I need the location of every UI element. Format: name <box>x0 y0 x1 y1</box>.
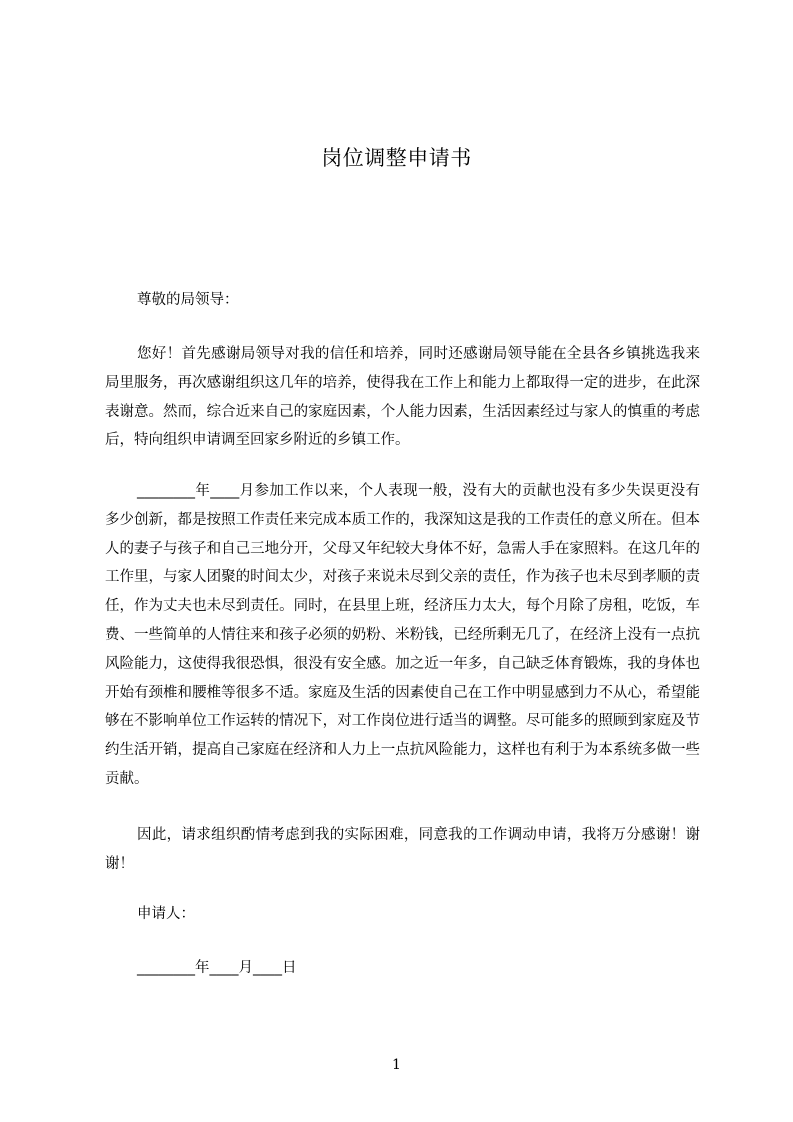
body-paragraph-2: ________年____月参加工作以来，个人表现一般，没有大的贡献也没有多少失误更没有多少创新，都是按照工作责任来完成本质工作的，我深知这是我的工作责任的意义所在。但本人的妻子与孩子和自己三地分开，父母又年纪较大身体不好，急需人手在家照料。在这几年的工作里，与家人团聚的时间太少，对孩子来说未尽到父亲的责任，作为孩子也未尽到孝顺的责任，作为丈夫也未尽到责任。同时，在县里上班，经济压力太大，每个月除了房租，吃饭，车费、一些简单的人情往来和孩子必须的奶粉、米粉钱，已经所剩无几了，在经济上没有一点抗风险能力，这使得我很恐惧，很没有安全感。加之近一年多，自己缺乏体育锻炼，我的身体也开始有颈椎和腰椎等很多不适。家庭及生活的因素使自己在工作中明显感到力不从心，希望能够在不影响单位工作运转的情况下，对工作岗位进行适当的调整。尽可能多的照顾到家庭及节约生活开销，提高自己家庭在经济和人力上一点抗风险能力，这样也有利于为本系统多做一些贡献。 <box>105 483 700 787</box>
page-number: 1 <box>392 1057 401 1073</box>
document-title: 岗位调整申请书 <box>321 146 472 170</box>
greeting-line: 尊敬的局领导： <box>137 292 239 308</box>
body-paragraph-1: 您好！首先感谢局领导对我的信任和培养，同时还感谢局领导能在全县各乡镇挑选我来局里服务，再次感谢组织这几年的培养，使得我在工作上和能力上都取得一定的进步，在此深表谢意。然而，综合近来自己的家庭因素，个人能力因素，生活因素经过与家人的慎重的考虑后，特向组织申请调至回家乡附近的乡镇工作。 <box>105 346 700 449</box>
date-line: ________年____月____日 <box>137 960 297 976</box>
body-paragraph-3: 因此，请求组织酌情考虑到我的实际困难，同意我的工作调动申请，我将万分感谢！谢谢！ <box>105 827 700 872</box>
applicant-label: 申请人： <box>137 906 195 922</box>
